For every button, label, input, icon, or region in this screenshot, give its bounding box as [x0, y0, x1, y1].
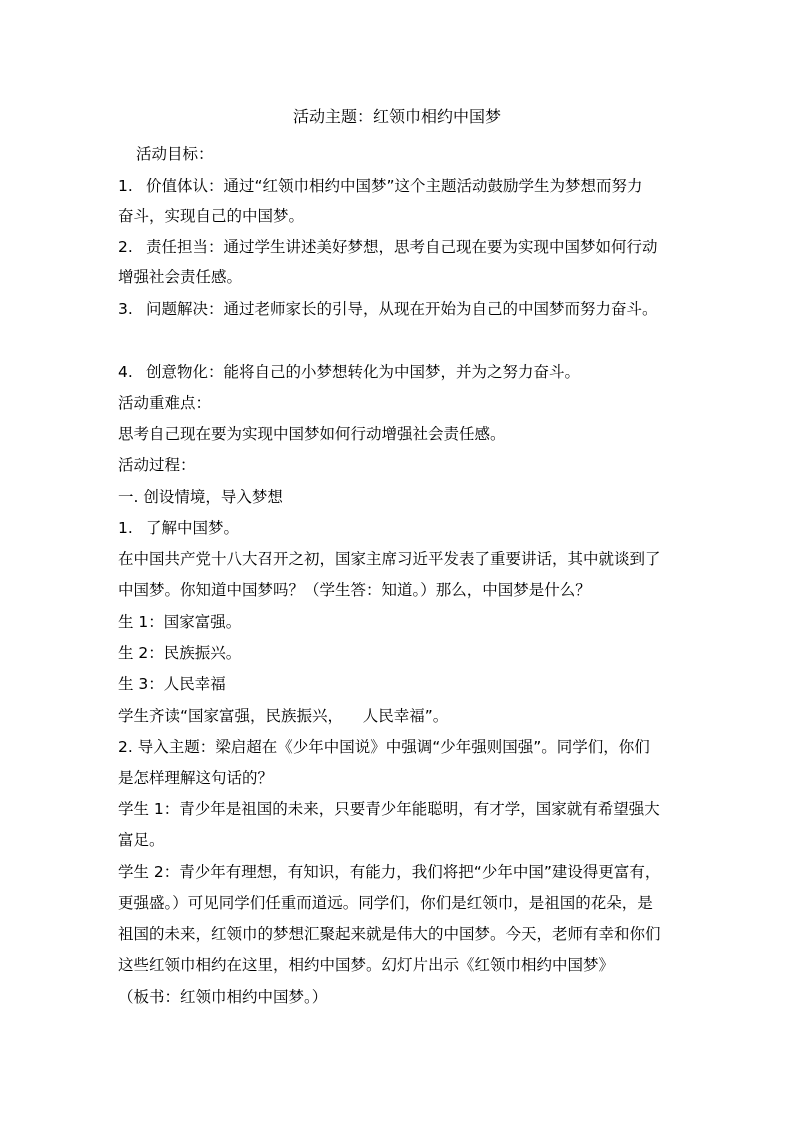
key-text: 思考自己现在要为实现中国梦如何行动增强社会责任感。 [118, 425, 506, 443]
answer-3: 生 3：人民幸福 [118, 675, 226, 693]
goals-heading: 活动目标： [136, 145, 214, 163]
goal-2-number: 2. [118, 238, 133, 256]
goal-4-text: 创意物化：能将自己的小梦想转化为中国梦，并为之努力奋斗。 [146, 363, 581, 381]
answer-1: 生 1：国家富强。 [118, 613, 242, 631]
goal-1-number: 1. [118, 177, 133, 195]
goal-2-line-1 [118, 237, 658, 257]
goal-2-line-2: 增强社会责任感。 [118, 268, 243, 286]
goal-3-number: 3. [118, 300, 133, 318]
student-2-line-2: 更强盛。）可见同学们任重而道远。同学们，你们是红领巾，是祖国的花朵，是 [118, 894, 653, 912]
student-2-line-1: 学生 2：青少年有理想，有知识，有能力，我们将把“少年中国”建设得更富有， [118, 863, 661, 881]
step-2-line-1: 2. 导入主题：梁启超在《少年中国说》中强调“少年强则国强”。同学们，你们 [118, 738, 650, 756]
goal-1-line-2: 奋斗，实现自己的中国梦。 [118, 207, 305, 225]
goal-1-line-1 [118, 176, 643, 196]
student-2-line-3: 祖国的未来，红领巾的梦想汇聚起来就是伟大的中国梦。今天，老师有幸和你们 [118, 925, 661, 943]
para-1-line-1: 在中国共产党十八大召开之初，国家主席习近平发表了重要讲话，其中就谈到了 [118, 550, 661, 568]
student-1-line-2: 富足。 [118, 831, 165, 849]
student-2-line-4: 这些红领巾相约在这里，相约中国梦。幻灯片出示《红领巾相约中国梦》 [118, 956, 615, 974]
para-1-line-2: 中国梦。你知道中国梦吗？（学生答：知道。）那么，中国梦是什么？ [118, 581, 591, 599]
goal-4-line-1 [118, 362, 580, 382]
goal-1-text: 价值体认：通过“红领巾相约中国梦”这个主题活动鼓励学生为梦想而努力 [146, 177, 643, 195]
answer-2: 生 2：民族振兴。 [118, 644, 242, 662]
step-1 [118, 518, 239, 538]
step-1-text: 了解中国梦。 [146, 519, 240, 537]
goal-3-line-1 [118, 299, 658, 319]
step-2-line-2: 是怎样理解这句话的？ [118, 769, 274, 787]
process-heading: 活动过程： [118, 456, 196, 474]
student-1-line-1: 学生 1：青少年是祖国的未来，只要青少年能聪明，有才学，国家就有希望强大 [118, 800, 660, 818]
recite-line: 学生齐读“国家富强，民族振兴， 人民幸福”。 [118, 707, 449, 725]
goal-3-text: 问题解决：通过老师家长的引导，从现在开始为自己的中国梦而努力奋斗。 [146, 300, 658, 318]
step-1-number: 1. [118, 519, 133, 537]
key-heading: 活动重难点： [118, 394, 212, 412]
goal-2-text: 责任担当：通过学生讲述美好梦想，思考自己现在要为实现中国梦如何行动 [146, 238, 658, 256]
board-note: （板书：红领巾相约中国梦。） [118, 988, 328, 1006]
page-title: 活动主题：红领巾相约中国梦 [292, 107, 501, 126]
goal-4-number: 4. [118, 363, 133, 381]
section-1-heading: 一. 创设情境，导入梦想 [118, 488, 283, 506]
